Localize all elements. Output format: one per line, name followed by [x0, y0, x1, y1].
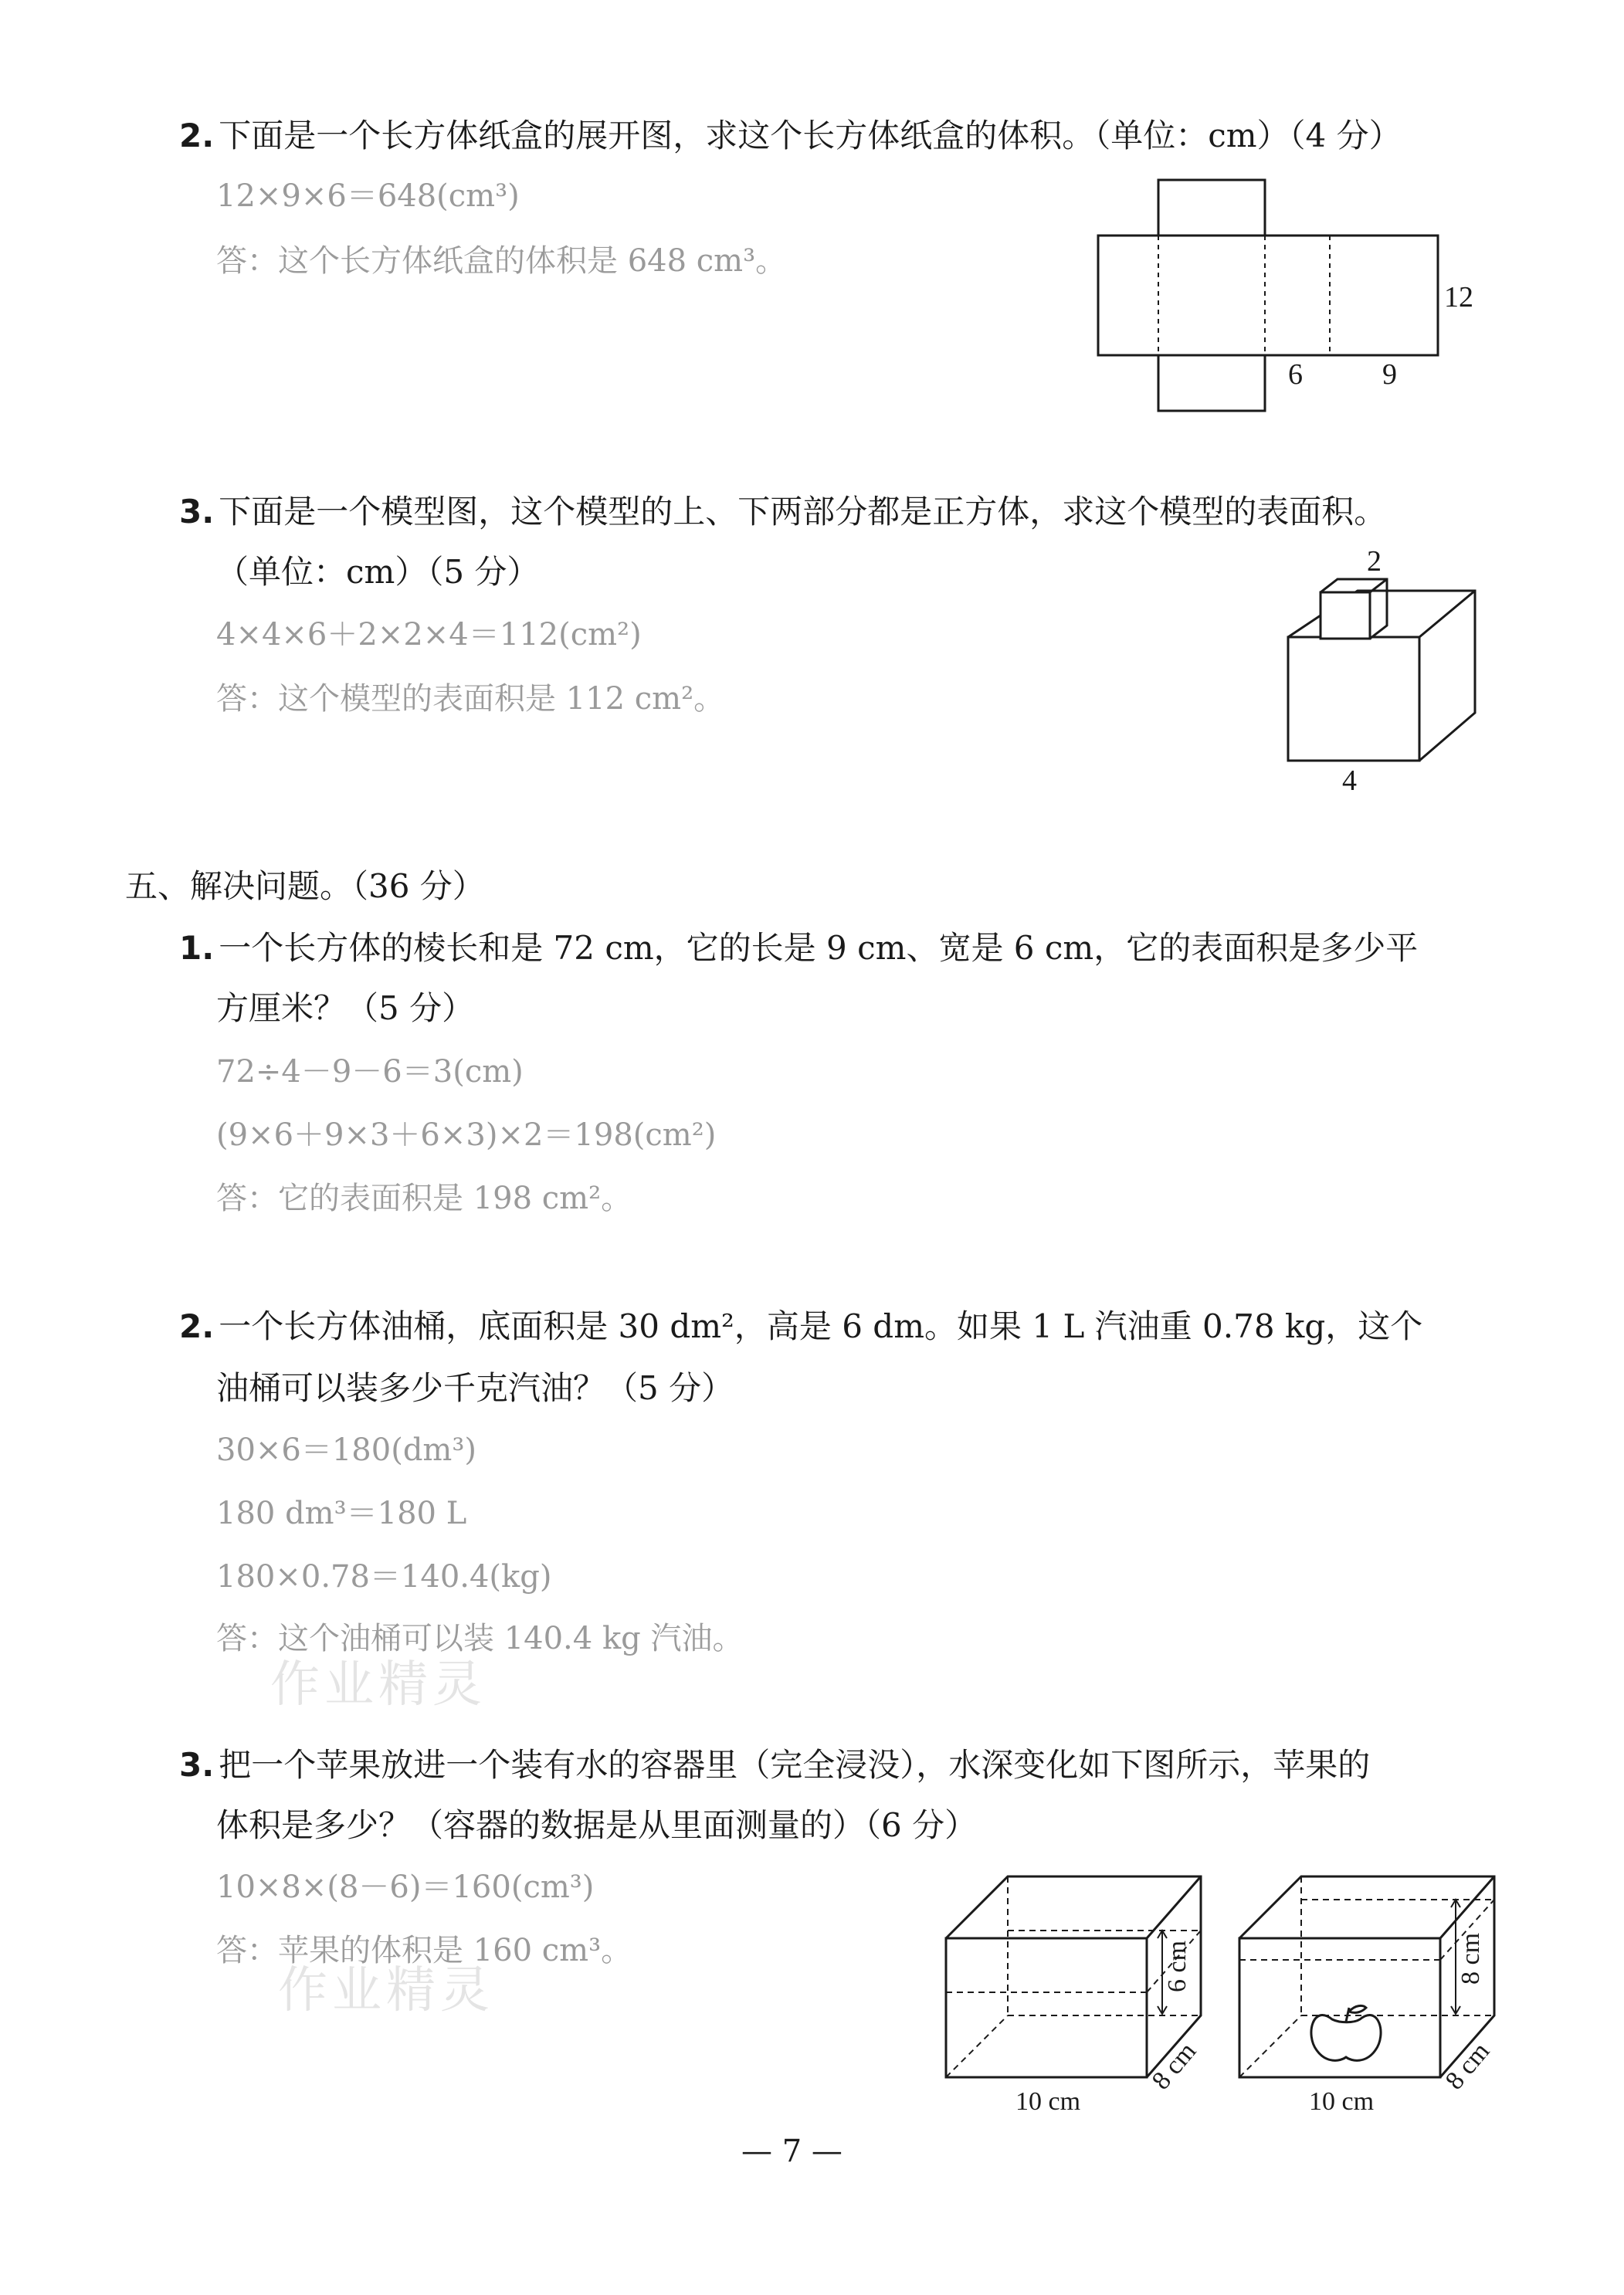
- q5-1-work-1: 72÷4－9－6＝3(cm): [216, 1054, 524, 1090]
- q4-2-text: 2. 下面是一个长方体纸盒的展开图，求这个长方体纸盒的体积。（单位：cm）（4 分）: [179, 117, 1402, 154]
- section-5-heading: 五、解决问题。（36 分）: [125, 867, 485, 905]
- q5-3-text: 3. 把一个苹果放进一个装有水的容器里（完全浸没），水深变化如下图所示，苹果的: [179, 1746, 1371, 1784]
- net-label-9: 9: [1382, 358, 1397, 391]
- net-label-6: 6: [1288, 358, 1303, 391]
- box-net-figure: [1081, 174, 1483, 421]
- net-height-label: 12: [1444, 281, 1473, 314]
- container-after-figure: [1232, 1869, 1510, 2116]
- q5-1-work-2: (9×6＋9×3＋6×3)×2＝198(cm²): [216, 1117, 717, 1153]
- watermark-1: 作业精灵: [270, 1656, 487, 1714]
- small-cube-label: 2: [1367, 545, 1382, 578]
- q5-2-work-1: 30×6＝180(dm³): [216, 1432, 476, 1468]
- after-depth-label: 8 cm: [1456, 1932, 1485, 1985]
- before-width-label: 10 cm: [1015, 2087, 1081, 2116]
- before-depth-label: 6 cm: [1163, 1940, 1192, 1992]
- watermark-2: 作业精灵: [278, 1962, 494, 2019]
- q5-1-text-2: 方厘米？（5 分）: [216, 989, 475, 1027]
- q5-3-text-2: 体积是多少？（容器的数据是从里面测量的）（6 分）: [216, 1806, 978, 1844]
- q5-2-work-2: 180 dm³＝180 L: [216, 1496, 467, 1531]
- after-side-label: 8 cm: [1439, 2036, 1496, 2096]
- q4-3-work-1: 4×4×6＋2×2×4＝112(cm²): [216, 617, 642, 653]
- q4-2-answer: 答：这个长方体纸盒的体积是 648 cm³。: [216, 243, 787, 279]
- q5-3-answer: 答：苹果的体积是 160 cm³。: [216, 1933, 632, 1968]
- apple-icon: [1311, 2005, 1381, 2060]
- q5-3-work-1: 10×8×(8－6)＝160(cm³): [216, 1870, 595, 1905]
- q5-2-text-2: 油桶可以装多少千克汽油？（5 分）: [216, 1369, 734, 1407]
- container-before-figure: [938, 1869, 1216, 2116]
- q4-3-answer: 答：这个模型的表面积是 112 cm²。: [216, 681, 725, 717]
- page-number: — 7 —: [741, 2134, 843, 2169]
- q5-2-answer: 答：这个油桶可以装 140.4 kg 汽油。: [216, 1621, 744, 1656]
- q5-1-text: 1. 一个长方体的棱长和是 72 cm，它的长是 9 cm、宽是 6 cm，它的表面积是多少平: [179, 929, 1419, 967]
- big-cube-label: 4: [1342, 764, 1357, 797]
- after-width-label: 10 cm: [1309, 2087, 1375, 2116]
- cube-model-figure: [1274, 544, 1498, 797]
- q4-2-work-1: 12×9×6＝648(cm³): [216, 178, 520, 214]
- before-side-label: 8 cm: [1146, 2036, 1202, 2096]
- q4-3-text-2: （单位：cm）（5 分）: [216, 553, 540, 591]
- q5-2-work-3: 180×0.78＝140.4(kg): [216, 1559, 552, 1595]
- q4-3-text: 3. 下面是一个模型图，这个模型的上、下两部分都是正方体，求这个模型的表面积。: [179, 493, 1387, 531]
- q5-2-text: 2. 一个长方体油桶，底面积是 30 dm²，高是 6 dm。如果 1 L 汽油重 0.78 kg，这个: [179, 1307, 1423, 1345]
- q5-1-answer: 答：它的表面积是 198 cm²。: [216, 1181, 632, 1216]
